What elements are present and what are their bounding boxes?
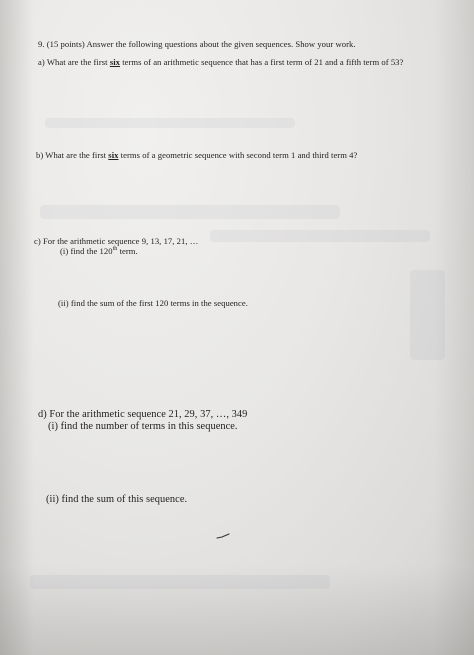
part-d-intro: d) For the arithmetic sequence 21, 29, 37, …, 349 <box>38 409 248 420</box>
part-b-suffix: terms of a geometric sequence with second term 1 and third term 4? <box>118 150 358 160</box>
question-header: 9. (15 points) Answer the following questions about the given sequences. Show your work. <box>38 39 356 49</box>
part-a-suffix: terms of an arithmetic sequence that has a first term of 21 and a fifth term of 53? <box>120 57 404 67</box>
part-c-sub-ii: (ii) find the sum of the first 120 terms in the sequence. <box>58 298 248 308</box>
bleed-through-mark <box>40 205 340 219</box>
part-a-question <box>38 57 403 67</box>
part-c-sub-i-suffix: term. <box>117 246 138 256</box>
part-c-sub-i-superscript: th <box>112 246 118 253</box>
part-b-emphasis: six <box>108 150 119 160</box>
part-d-sub-i: (i) find the number of terms in this sequence. <box>48 421 238 432</box>
part-d-sub-ii: (ii) find the sum of this sequence. <box>46 494 188 505</box>
bleed-through-mark <box>410 270 445 360</box>
part-b-question <box>36 150 357 160</box>
left-edge-shadow <box>0 0 34 655</box>
part-a-prefix: a) What are the first <box>38 57 110 67</box>
bleed-through-mark <box>45 118 295 128</box>
bleed-through-mark <box>210 230 430 242</box>
pencil-mark-icon <box>216 532 230 540</box>
part-a-emphasis: six <box>109 57 120 67</box>
part-c-intro: c) For the arithmetic sequence 9, 13, 17, 21, … <box>34 236 199 246</box>
part-c-sub-i-prefix: (i) find the 120 <box>60 246 113 256</box>
bleed-through-mark <box>30 575 330 589</box>
part-c-sub-i <box>60 246 138 256</box>
part-b-prefix: b) What are the first <box>36 150 109 160</box>
